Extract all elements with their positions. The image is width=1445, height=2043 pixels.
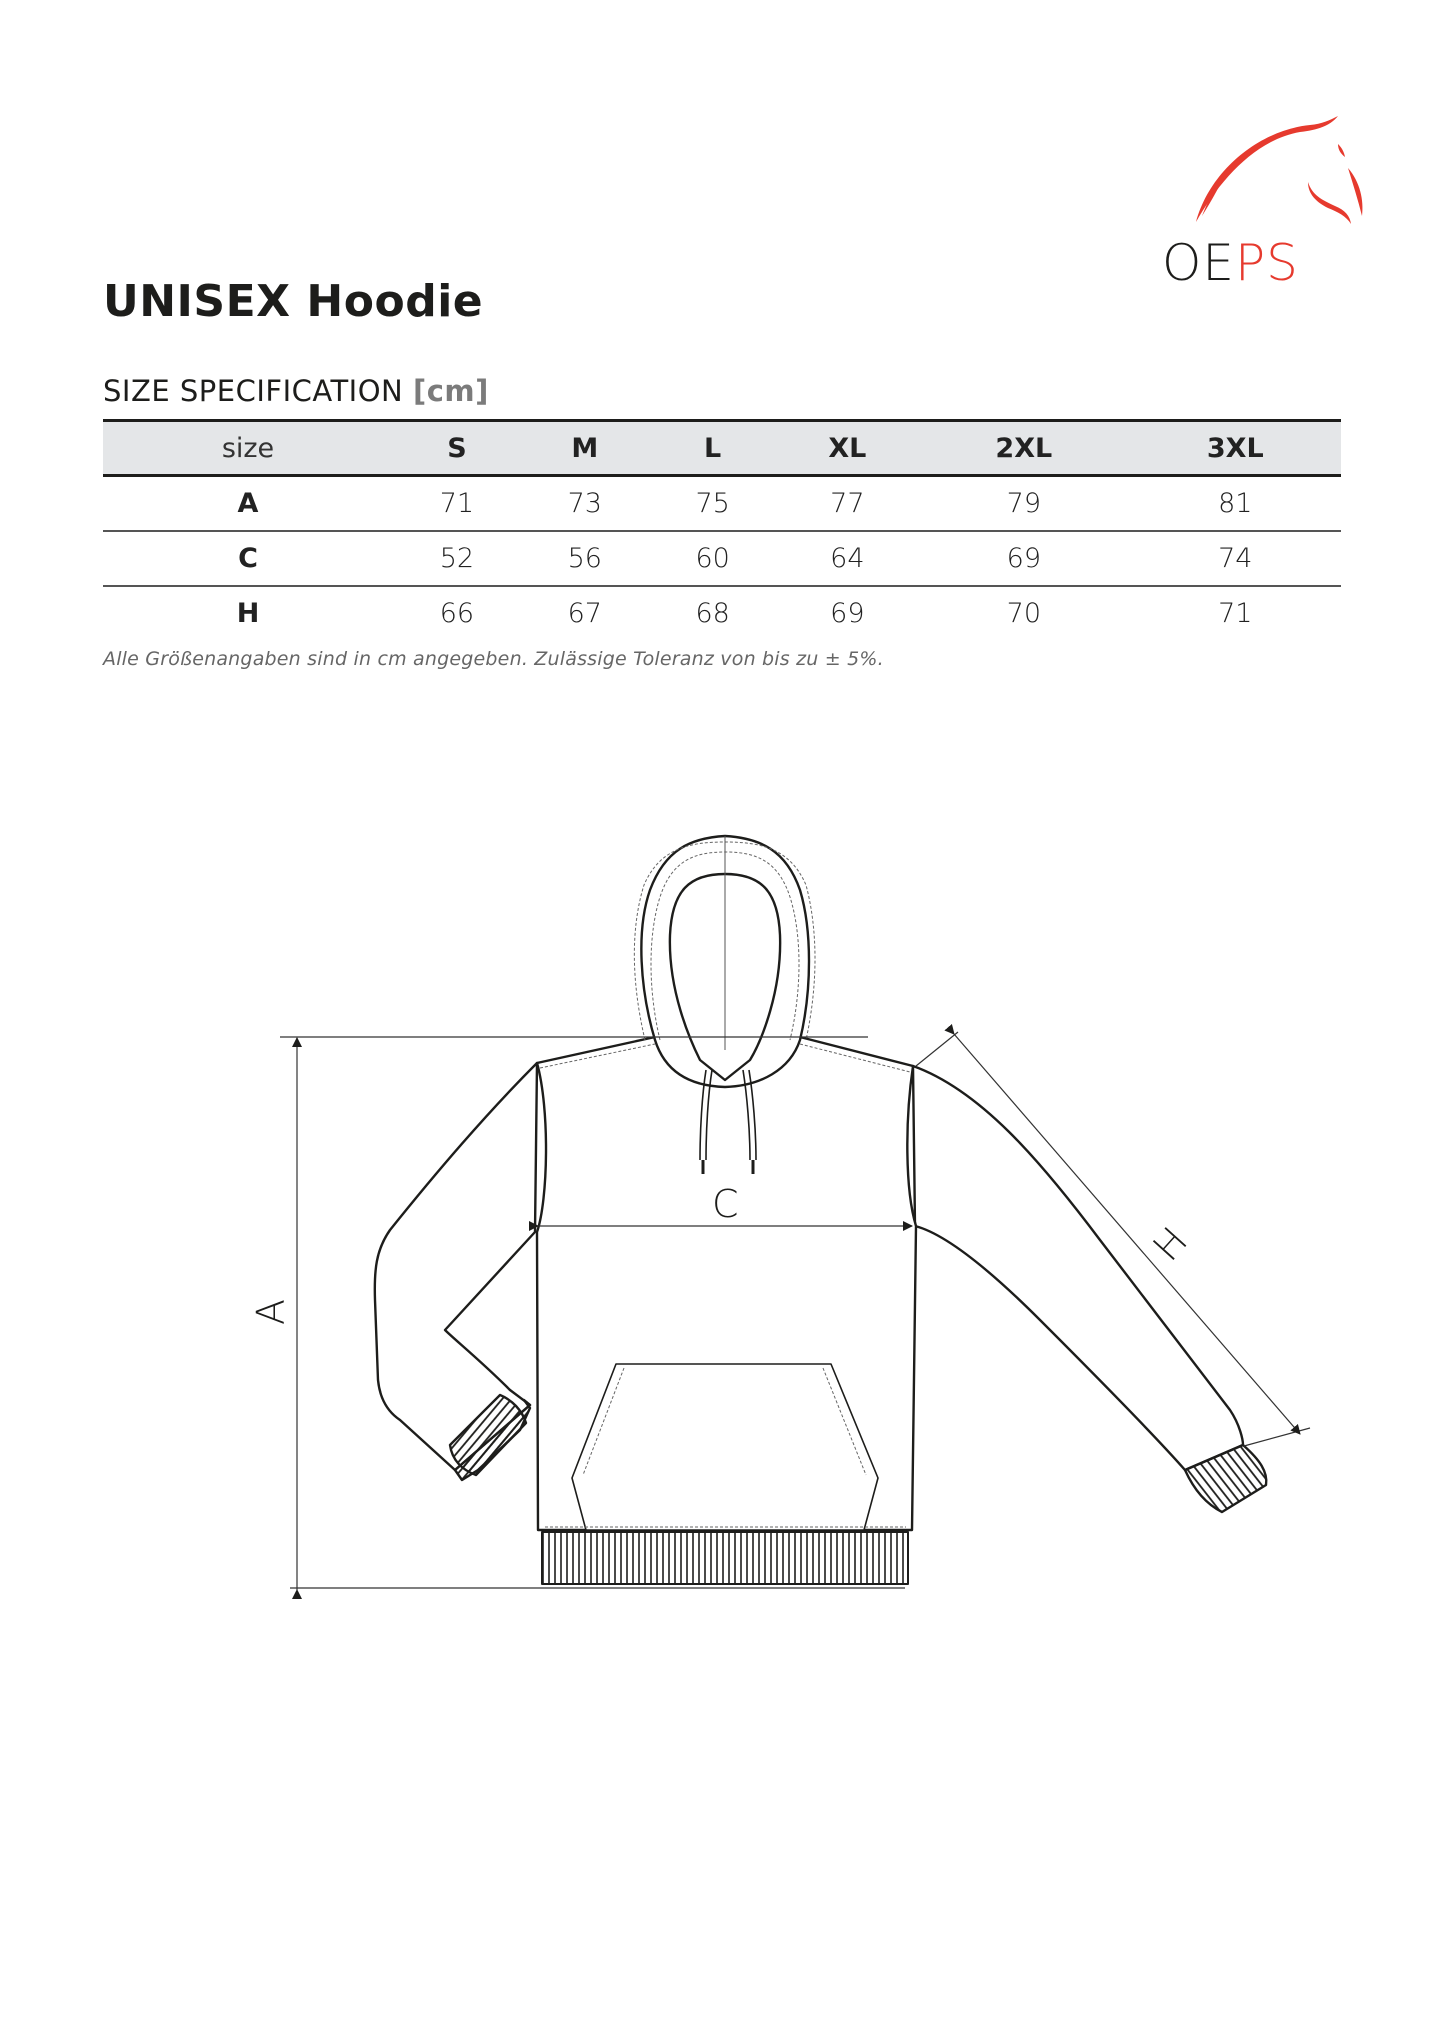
dimension-label-c: C bbox=[712, 1182, 739, 1226]
header-size-label: size bbox=[103, 421, 393, 476]
header-size: 3XL bbox=[1130, 421, 1341, 476]
table-cell: 81 bbox=[1130, 476, 1341, 532]
section-unit: [cm] bbox=[412, 374, 489, 408]
section-title-text: SIZE SPECIFICATION bbox=[103, 374, 404, 408]
tolerance-note: Alle Größenangaben sind in cm angegeben. Zulässige Toleranz von bis zu ± 5%. bbox=[103, 648, 884, 670]
row-label: H bbox=[236, 598, 260, 629]
table-cell: 79 bbox=[918, 476, 1129, 532]
table-cell: 66 bbox=[439, 598, 475, 629]
logo-text-oe: OE bbox=[1162, 234, 1235, 292]
table-cell: 67 bbox=[567, 598, 602, 629]
logo-text-ps: PS bbox=[1234, 234, 1299, 292]
table-cell: 77 bbox=[777, 476, 919, 532]
table-cell: 68 bbox=[695, 598, 730, 629]
table-cell: 60 bbox=[649, 531, 777, 586]
table-cell: 74 bbox=[1130, 531, 1341, 586]
hem-rib bbox=[542, 1532, 908, 1584]
table-cell: 52 bbox=[393, 531, 521, 586]
table-cell: 69 bbox=[830, 598, 865, 629]
row-label: A bbox=[103, 476, 393, 532]
table-cell: 71 bbox=[393, 476, 521, 532]
table-cell: 73 bbox=[521, 476, 649, 532]
header-size: M bbox=[521, 421, 649, 476]
header-size: S bbox=[393, 421, 521, 476]
table-cell: 64 bbox=[777, 531, 919, 586]
table-cell: 70 bbox=[1006, 598, 1041, 629]
header-size: 2XL bbox=[918, 421, 1129, 476]
kangaroo-pocket bbox=[572, 1364, 878, 1530]
header-size: L bbox=[649, 421, 777, 476]
table-cell: 75 bbox=[649, 476, 777, 532]
page-title: UNISEX Hoodie bbox=[103, 276, 484, 327]
dimension-label-h: H bbox=[1144, 1218, 1197, 1270]
header-size: XL bbox=[777, 421, 919, 476]
table-cell: 71 bbox=[1218, 598, 1253, 629]
table-cell: 69 bbox=[918, 531, 1129, 586]
table-cell: 56 bbox=[521, 531, 649, 586]
row-label: C bbox=[103, 531, 393, 586]
dimension-label-a: A bbox=[249, 1299, 293, 1325]
right-sleeve bbox=[913, 1066, 1243, 1470]
